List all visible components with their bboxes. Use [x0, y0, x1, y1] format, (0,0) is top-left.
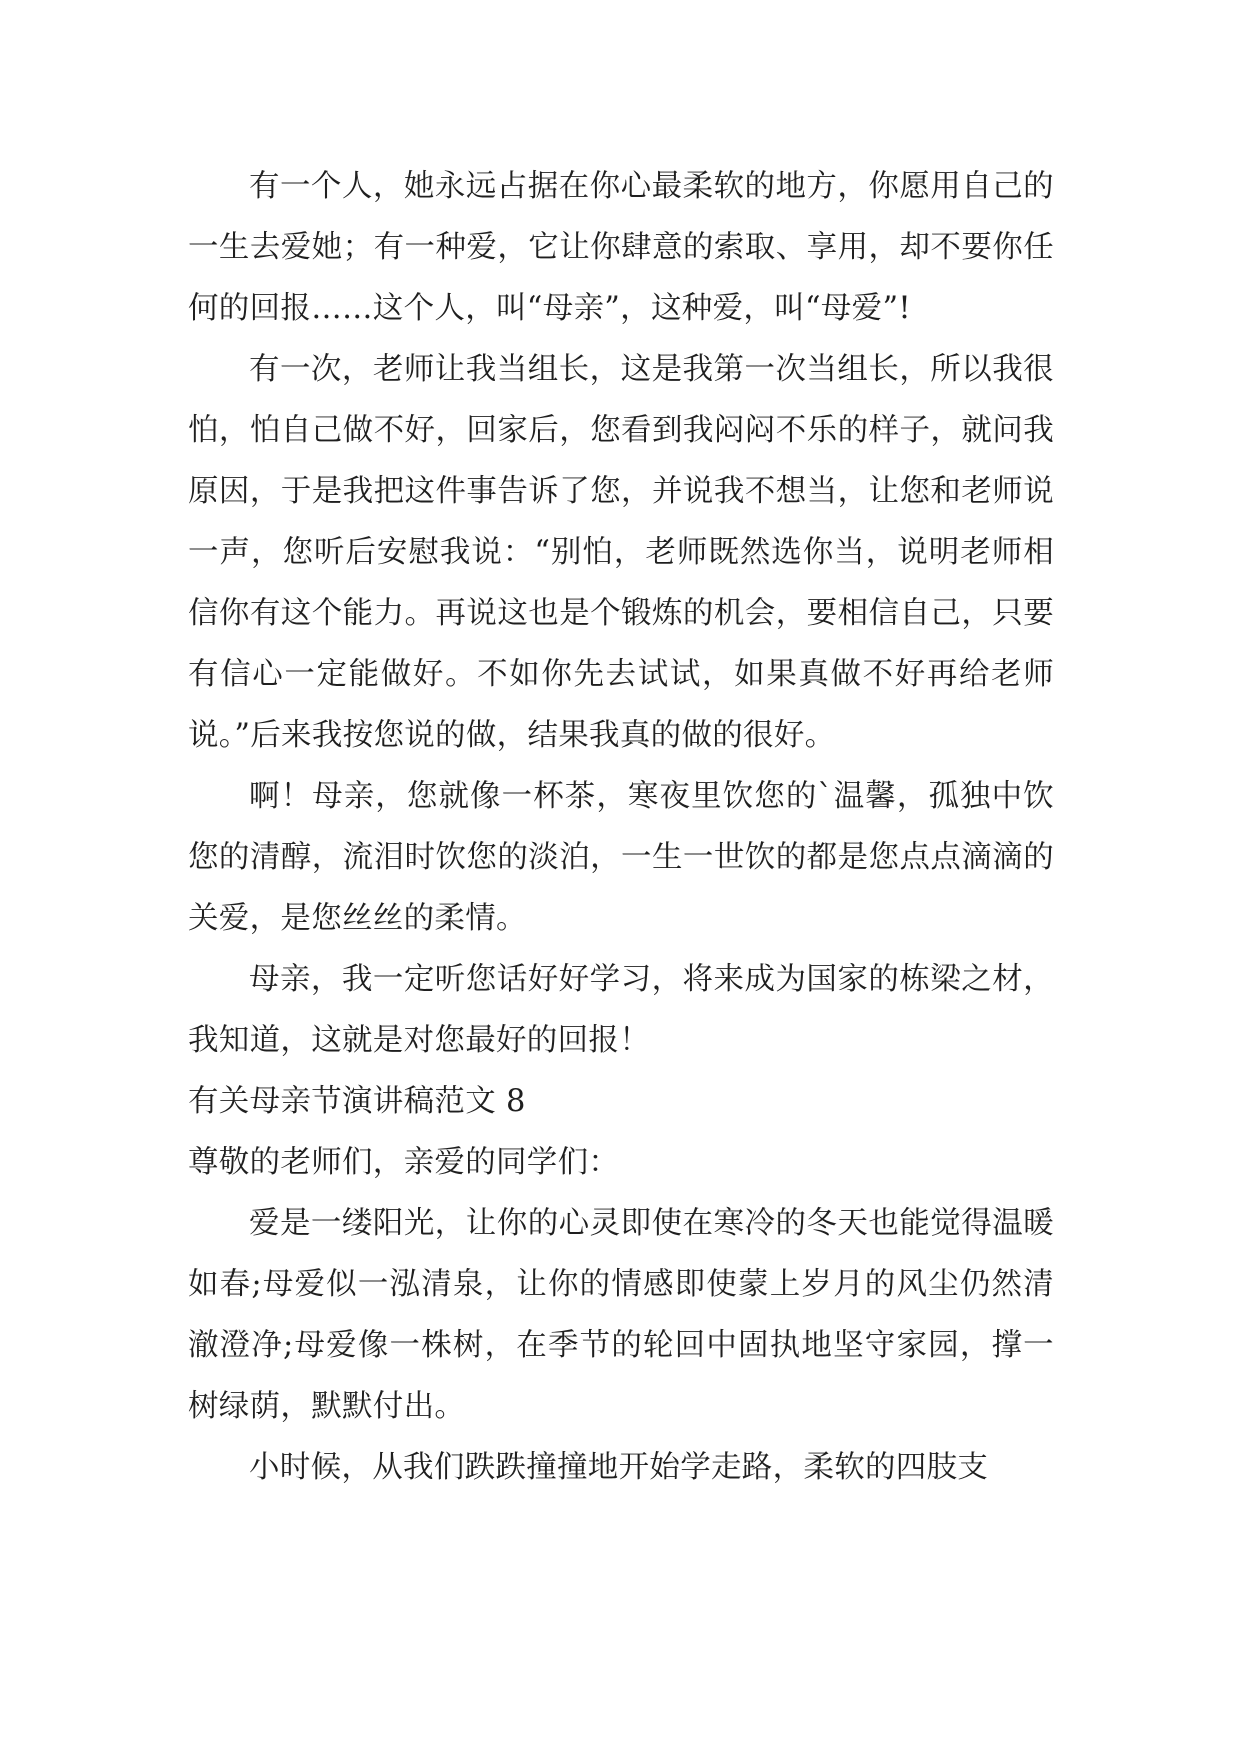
document-body	[188, 156, 1054, 1498]
paragraph: 有一次，老师让我当组长，这是我第一次当组长，所以我很怕，怕自己做不好，回家后，您看到我闷闷不乐的样子，就问我原因，于是我把这件事告诉了您，并说我不想当，让您和老师说一声，您听后安慰我说：“别怕，老师既然选你当，说明老师相信你有这个能力。再说这也是个锻炼的机会，要相信自己，只要有信心一定能做好。不如你先去试试，如果真做不好再给老师说。”后来我按您说的做，结果我真的做的很好。	[188, 352, 1054, 753]
paragraph: 母亲，我一定听您话好好学习，将来成为国家的栋梁之材，我知道，这就是对您最好的回报！	[188, 962, 1054, 1058]
salutation: 尊敬的老师们，亲爱的同学们：	[188, 1145, 620, 1180]
paragraph: 有一个人，她永远占据在你心最柔软的地方，你愿用自己的一生去爱她；有一种爱，它让你肆意的索取、享用，却不要你任何的回报……这个人，叫“母亲”，这种爱，叫“母爱”!	[188, 169, 1054, 326]
paragraph: 小时候，从我们跌跌撞撞地开始学走路，柔软的四肢支	[249, 1450, 989, 1485]
section-title: 有关母亲节演讲稿范文 8	[188, 1084, 526, 1119]
paragraph: 啊！母亲，您就像一杯茶，寒夜里饮您的`温馨，孤独中饮您的清醇，流泪时饮您的淡泊，一生一世饮的都是您点点滴滴的关爱，是您丝丝的柔情。	[188, 779, 1054, 936]
paragraph: 爱是一缕阳光，让你的心灵即使在寒冷的冬天也能觉得温暖如春;母爱似一泓清泉，让你的情感即使蒙上岁月的风尘仍然清澈澄净;母爱像一株树，在季节的轮回中固执地坚守家园，撑一树绿荫，默默付出。	[188, 1206, 1054, 1424]
